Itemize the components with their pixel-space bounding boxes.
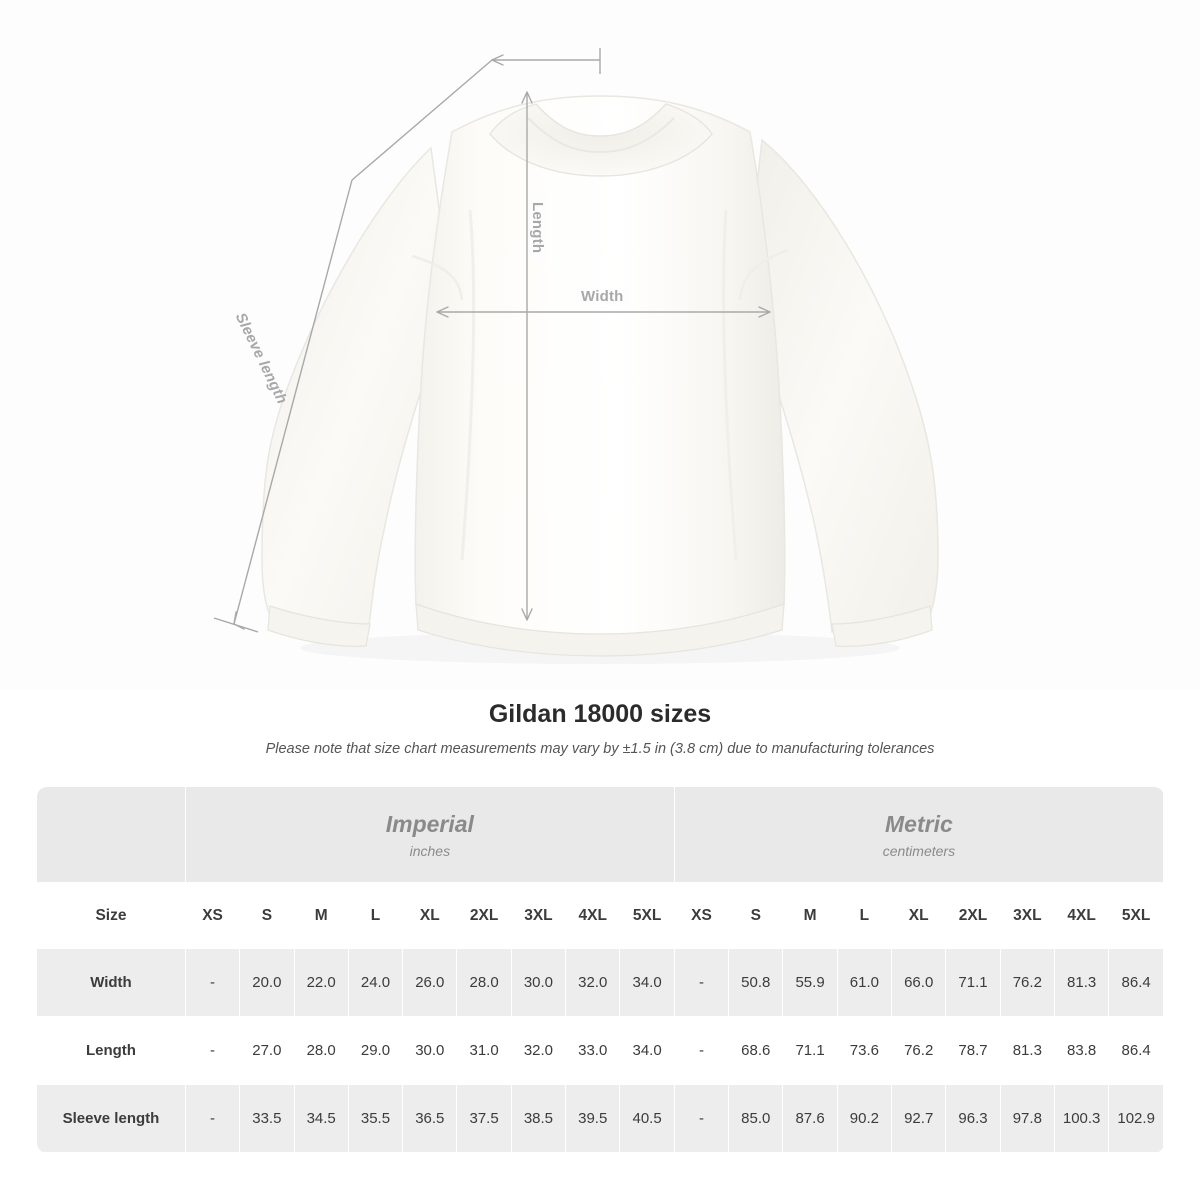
cell-length-imperial-xs: - (185, 1017, 239, 1085)
size-header-metric-s: S (729, 883, 783, 949)
unit-imperial-name: Imperial (385, 811, 474, 838)
unit-metric-sub: centimeters (882, 842, 956, 859)
cell-width-imperial-4xl: 32.0 (566, 949, 620, 1017)
cell-width-metric-5xl: 86.4 (1109, 949, 1164, 1017)
cell-sleeve-metric-2xl: 96.3 (946, 1085, 1000, 1153)
cell-length-metric-2xl: 78.7 (946, 1017, 1000, 1085)
cell-length-metric-xs: - (674, 1017, 728, 1085)
table-row (37, 1017, 1164, 1085)
size-table-wrapper (36, 786, 1164, 1153)
cell-sleeve-metric-5xl: 102.9 (1109, 1085, 1164, 1153)
cell-width-metric-2xl: 71.1 (946, 949, 1000, 1017)
cell-length-imperial-3xl: 32.0 (511, 1017, 565, 1085)
unit-header-blank (37, 787, 186, 883)
cell-width-metric-3xl: 76.2 (1000, 949, 1054, 1017)
cell-sleeve-imperial-l: 35.5 (348, 1085, 402, 1153)
row-label-sleeve-length: Sleeve length (37, 1085, 186, 1153)
size-header-imperial-xs: XS (185, 883, 239, 949)
cell-length-metric-s: 68.6 (729, 1017, 783, 1085)
cell-length-metric-xl: 76.2 (892, 1017, 946, 1085)
cell-sleeve-metric-4xl: 100.3 (1054, 1085, 1108, 1153)
cell-sleeve-metric-3xl: 97.8 (1000, 1085, 1054, 1153)
cell-length-imperial-xl: 30.0 (403, 1017, 457, 1085)
size-header-imperial-2xl: 2XL (457, 883, 511, 949)
cell-length-metric-3xl: 81.3 (1000, 1017, 1054, 1085)
cell-width-metric-xs: - (674, 949, 728, 1017)
tolerance-note: Please note that size chart measurements may vary by ±1.5 in (3.8 cm) due to manufacturing tolerances (265, 741, 935, 757)
cell-sleeve-imperial-m: 34.5 (294, 1085, 348, 1153)
size-header-metric-4xl: 4XL (1054, 883, 1108, 949)
size-header-metric-l: L (837, 883, 891, 949)
size-header-imperial-4xl: 4XL (566, 883, 620, 949)
cell-length-imperial-5xl: 34.0 (620, 1017, 674, 1085)
cell-width-metric-m: 55.9 (783, 949, 837, 1017)
cell-length-imperial-s: 27.0 (240, 1017, 294, 1085)
sleeve-length-dimension-label: Sleeve length (231, 310, 291, 407)
cell-sleeve-metric-m: 87.6 (783, 1085, 837, 1153)
size-header-metric-2xl: 2XL (946, 883, 1000, 949)
cell-width-imperial-m: 22.0 (294, 949, 348, 1017)
cell-length-imperial-2xl: 31.0 (457, 1017, 511, 1085)
cell-width-imperial-3xl: 30.0 (511, 949, 565, 1017)
cell-length-metric-l: 73.6 (837, 1017, 891, 1085)
cell-width-metric-4xl: 81.3 (1054, 949, 1108, 1017)
cell-width-imperial-5xl: 34.0 (620, 949, 674, 1017)
size-header-imperial-l: L (348, 883, 402, 949)
size-header-imperial-m: M (294, 883, 348, 949)
size-header-metric-xl: XL (892, 883, 946, 949)
size-header-imperial-s: S (240, 883, 294, 949)
cell-width-imperial-2xl: 28.0 (457, 949, 511, 1017)
title-block (0, 700, 1200, 757)
cell-sleeve-metric-l: 90.2 (837, 1085, 891, 1153)
row-label-length: Length (37, 1017, 186, 1085)
cell-sleeve-imperial-4xl: 39.5 (566, 1085, 620, 1153)
row-label-width: Width (37, 949, 186, 1017)
cell-length-imperial-4xl: 33.0 (566, 1017, 620, 1085)
size-header-metric-3xl: 3XL (1000, 883, 1054, 949)
cell-sleeve-imperial-3xl: 38.5 (511, 1085, 565, 1153)
cell-sleeve-imperial-5xl: 40.5 (620, 1085, 674, 1153)
page-title: Gildan 18000 sizes (488, 700, 712, 728)
width-dimension-label: Width (575, 288, 630, 305)
length-dimension-label: Length (529, 196, 546, 259)
size-header-row (37, 883, 1164, 949)
table-row (37, 1085, 1164, 1153)
size-header-imperial-xl: XL (403, 883, 457, 949)
cell-width-imperial-l: 24.0 (348, 949, 402, 1017)
cell-width-imperial-s: 20.0 (240, 949, 294, 1017)
cell-sleeve-imperial-xs: - (185, 1085, 239, 1153)
cell-sleeve-metric-xl: 92.7 (892, 1085, 946, 1153)
cell-width-metric-s: 50.8 (729, 949, 783, 1017)
size-header-metric-xs: XS (674, 883, 728, 949)
cell-width-imperial-xs: - (185, 949, 239, 1017)
cell-width-imperial-xl: 26.0 (403, 949, 457, 1017)
size-header-metric-5xl: 5XL (1109, 883, 1164, 949)
cell-length-metric-m: 71.1 (783, 1017, 837, 1085)
cell-width-metric-l: 61.0 (837, 949, 891, 1017)
unit-imperial-sub: inches (409, 842, 451, 859)
size-table (36, 786, 1164, 1153)
unit-metric-name: Metric (885, 811, 953, 838)
size-header-metric-m: M (783, 883, 837, 949)
cell-length-metric-4xl: 83.8 (1054, 1017, 1108, 1085)
unit-header-row (37, 787, 1164, 883)
unit-header-imperial (185, 787, 674, 883)
cell-sleeve-metric-xs: - (674, 1085, 728, 1153)
cell-sleeve-imperial-2xl: 37.5 (457, 1085, 511, 1153)
cell-width-metric-xl: 66.0 (892, 949, 946, 1017)
cell-sleeve-metric-s: 85.0 (729, 1085, 783, 1153)
cell-sleeve-imperial-s: 33.5 (240, 1085, 294, 1153)
cell-length-imperial-m: 28.0 (294, 1017, 348, 1085)
unit-header-metric (674, 787, 1163, 883)
cell-length-imperial-l: 29.0 (348, 1017, 402, 1085)
cell-length-metric-5xl: 86.4 (1109, 1017, 1164, 1085)
size-header-imperial-5xl: 5XL (620, 883, 674, 949)
cell-sleeve-imperial-xl: 36.5 (403, 1085, 457, 1153)
size-header-label: Size (37, 883, 186, 949)
table-row (37, 949, 1164, 1017)
size-header-imperial-3xl: 3XL (511, 883, 565, 949)
